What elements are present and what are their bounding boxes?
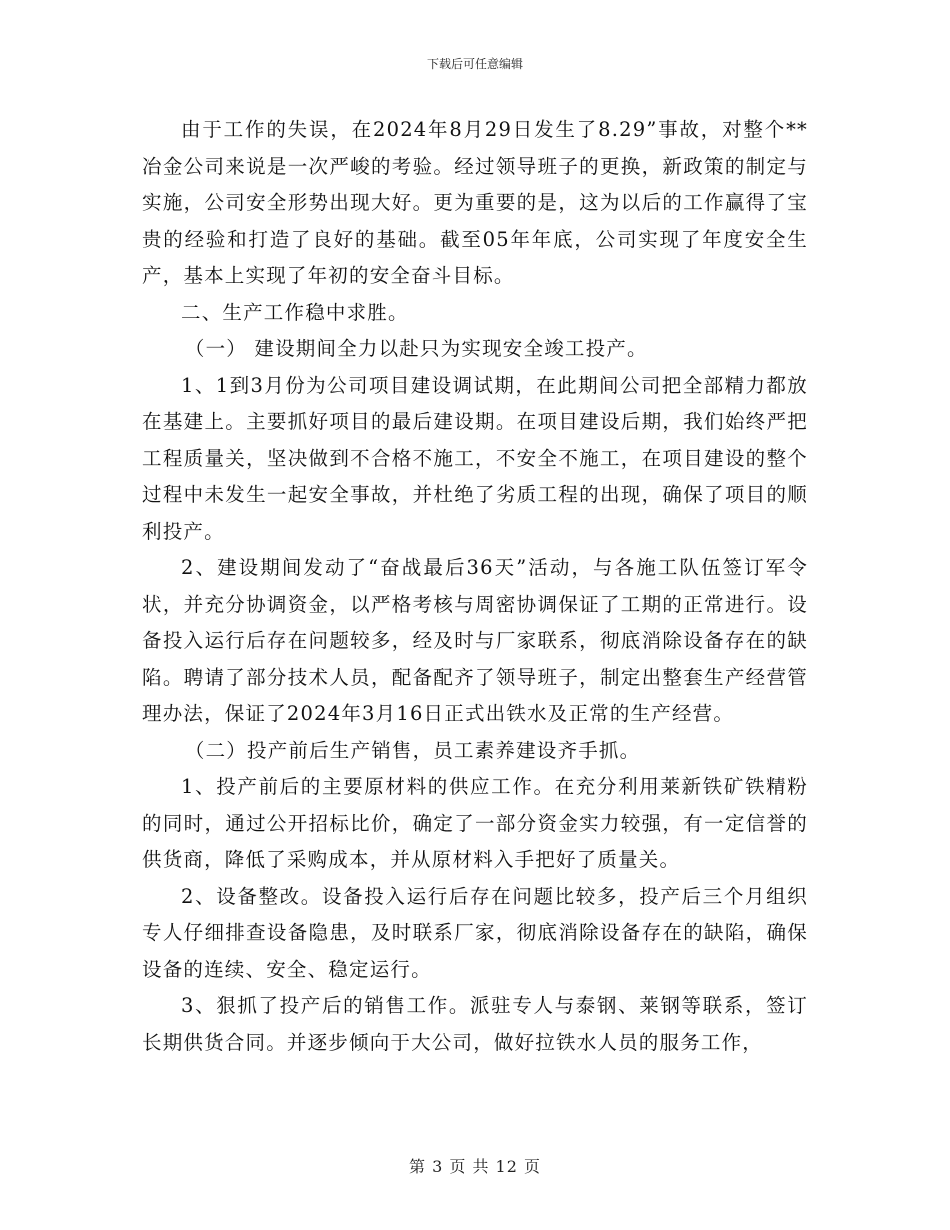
page-number: 第 3 页 共 12 页 — [409, 1157, 541, 1176]
paragraph-construction-item-2: 2、建设期间发动了“奋战最后36天”活动，与各施工队伍签订军令状，并充分协调资金，以严格考核与周密协调保证了工期的正常进行。设备投入运行后存在问题较多，经及时与厂家联系，彻底消除设备存在的缺陷。聘请了部分技术人员，配备配齐了领导班子，制定出整套生产经营管理办法，保证了2024年3月16日正式出铁水及正常的生产经营。 — [142, 556, 808, 725]
document-body — [142, 112, 808, 1061]
subsection-heading-sales: （二）投产前后生产销售，员工素养建设齐手抓。 — [184, 738, 641, 762]
page-header: 下载后可任意编辑 — [426, 57, 523, 71]
section-heading-production: 二、生产工作稳中求胜。 — [181, 300, 409, 324]
paragraph-safety-summary: 由于工作的失误，在2024年8月29日发生了8.29”事故，对整个**冶金公司来说是一次严峻的考验。经过领导班子的更换，新政策的制定与实施，公司安全形势出现大好。更为重要的是，这为以后的工作赢得了宝贵的经验和打造了良好的基础。截至05年年底，公司实现了年度安全生产，基本上实现了年初的安全奋斗目标。 — [142, 118, 808, 287]
subsection-heading-construction: （一） 建设期间全力以赴只为实现安全竣工投产。 — [184, 337, 648, 360]
paragraph-construction-item-1: 1、1到3月份为公司项目建设调试期，在此期间公司把全部精力都放在基建上。主要抓好项目的最后建设期。在项目建设后期，我们始终严把工程质量关，坚决做到不合格不施工，不安全不施工，在项目建设的整个过程中未发生一起安全事故，并杜绝了劣质工程的出现，确保了项目的顺利投产。 — [142, 373, 808, 543]
paragraph-sales-item-1: 1、投产前后的主要原材料的供应工作。在充分利用莱新铁矿铁精粉的同时，通过公开招标比价，确定了一部分资金实力较强，有一定信誉的供货商，降低了采购成本，并从原材料入手把好了质量关。 — [142, 775, 808, 871]
paragraph-sales-item-3: 3、狠抓了投产后的销售工作。派驻专人与泰钢、莱钢等联系，签订长期供货合同。并逐步倾向于大公司，做好拉铁水人员的服务工作， — [142, 994, 808, 1054]
paragraph-sales-item-2: 2、设备整改。设备投入运行后存在问题比较多，投产后三个月组织专人仔细排查设备隐患，及时联系厂家，彻底消除设备存在的缺陷，确保设备的连续、安全、稳定运行。 — [142, 884, 808, 981]
